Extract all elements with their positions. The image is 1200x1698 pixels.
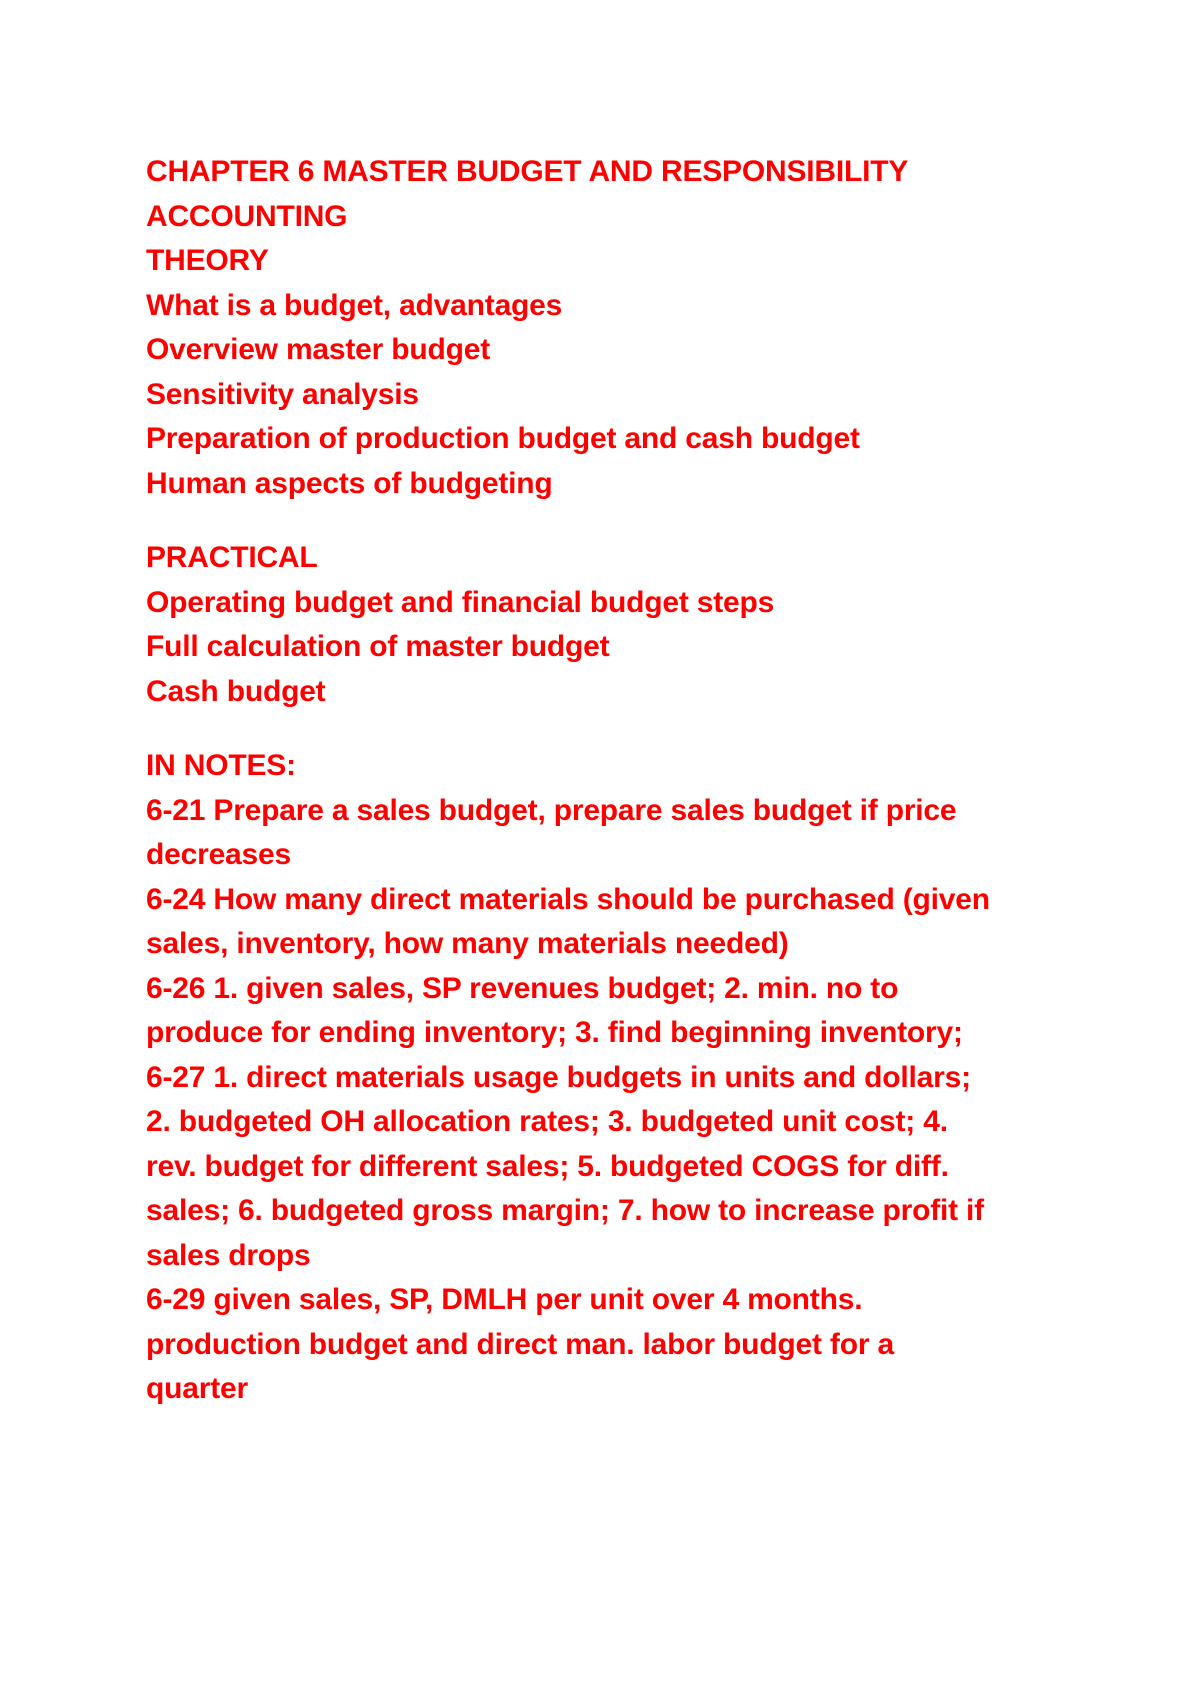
- notes-entry-line: 2. budgeted OH allocation rates; 3. budgeted unit cost; 4.: [146, 1105, 948, 1138]
- notes-section: [146, 744, 1106, 1412]
- notes-entry-6-24: [146, 878, 1106, 967]
- notes-entry-line: produce for ending inventory; 3. find beginning inventory;: [146, 1016, 963, 1049]
- notes-entry-6-29: [146, 1278, 1106, 1412]
- notes-entry-line: sales; 6. budgeted gross margin; 7. how to increase profit if: [146, 1194, 984, 1227]
- notes-entry-line: rev. budget for different sales; 5. budgeted COGS for diff.: [146, 1149, 949, 1183]
- chapter-title-line-2: ACCOUNTING: [146, 199, 348, 233]
- notes-entry-line: 6-27 1. direct materials usage budgets in units and dollars;: [146, 1060, 971, 1094]
- practical-item: Cash budget: [146, 674, 326, 708]
- practical-item: Operating budget and financial budget steps: [146, 585, 775, 619]
- theory-item: Preparation of production budget and cash budget: [146, 422, 860, 455]
- theory-item: Overview master budget: [146, 333, 491, 366]
- notes-entry-line: sales drops: [146, 1238, 311, 1272]
- theory-heading: THEORY: [146, 244, 269, 277]
- practical-section: [146, 536, 1106, 714]
- notes-entry-line: decreases: [146, 838, 291, 871]
- notes-entry-6-21: [146, 789, 1106, 878]
- notes-entry-6-27: [146, 1056, 1106, 1279]
- document-content: [146, 150, 1106, 1412]
- notes-entry-line: 6-24 How many direct materials should be purchased (given: [146, 882, 990, 916]
- practical-heading: PRACTICAL: [146, 541, 318, 574]
- theory-item: Sensitivity analysis: [146, 377, 419, 411]
- notes-entry-line: 6-29 given sales, SP, DMLH per unit over 4 months.: [146, 1283, 863, 1316]
- notes-entry-6-26: [146, 967, 1106, 1056]
- practical-item: Full calculation of master budget: [146, 630, 610, 663]
- notes-entry-line: production budget and direct man. labor budget for a: [146, 1327, 894, 1361]
- notes-entry-line: 6-26 1. given sales, SP revenues budget; 2. min. no to: [146, 971, 899, 1005]
- title-section: [146, 150, 1106, 506]
- notes-entry-line: sales, inventory, how many materials needed): [146, 927, 789, 960]
- theory-item: What is a budget, advantages: [146, 288, 563, 322]
- theory-item: Human aspects of budgeting: [146, 466, 553, 500]
- notes-entry-line: quarter: [146, 1372, 248, 1405]
- chapter-title-line-1: CHAPTER 6 MASTER BUDGET AND RESPONSIBILITY: [146, 155, 909, 188]
- notes-entry-line: 6-21 Prepare a sales budget, prepare sales budget if price: [146, 793, 957, 827]
- notes-heading: IN NOTES:: [146, 749, 296, 782]
